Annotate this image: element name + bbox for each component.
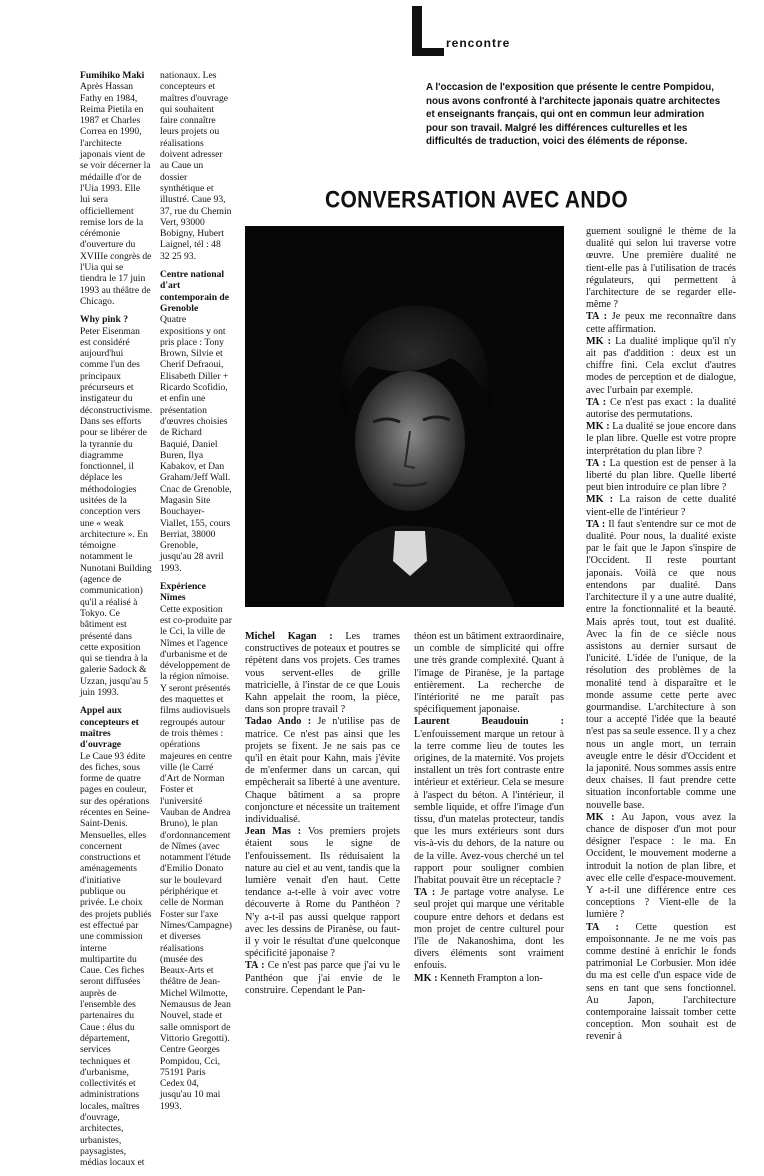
speaker-name: TA : bbox=[245, 960, 265, 972]
intro-text: A l'occasion de l'exposition que présente le centre Pompidou, nous avons confronté à l'architecte japonais quatre architectes et enseignants français, qui ont en commun leur admiration pour son travail. Malgré les différences culturelles et les difficultés de traduction, voici des éléments de réponse. bbox=[426, 82, 721, 148]
portrait-photo bbox=[245, 226, 564, 607]
dialogue-text: Ce n'est pas parce que j'ai vu le Panthéon que j'ai envie de le construire. Cependant le Pan- bbox=[245, 960, 400, 996]
dialogue-paragraph bbox=[414, 887, 564, 972]
article-column-3 bbox=[586, 226, 736, 1044]
dialogue-text: La raison de cette dualité vient-elle de l'intérieur ? bbox=[586, 494, 736, 518]
dialogue-paragraph bbox=[586, 458, 736, 495]
sidebar-block bbox=[160, 70, 232, 262]
speaker-name: MK : bbox=[586, 421, 610, 433]
speaker-name: TA : bbox=[414, 887, 436, 899]
speaker-name: MK : bbox=[586, 811, 615, 823]
sidebar-block-text: nationaux. Les concepteurs et maîtres d'ouvrage qui souhaitent faire connaître leurs projets ou réalisations doivent adresser au Caue un dossier synthétique et illustré. Caue 93, 37, rue du Chemin Vert, 93000 Bobigny, Hubert Laignel, tél : 48 32 25 93. bbox=[160, 70, 232, 262]
dialogue-text: Je n'utilise pas de matrice. Ce n'est pas ainsi que les projets se fixent. Je ne sais pas ce qu'il en était pour Kahn, mais j'évite de m'enfermer dans un carcan, qui empêcherait sa liberté à une aventure. Chaque bâtiment a sa propre conjoncture et nécessite un traitement individualisé. bbox=[245, 716, 400, 826]
dialogue-text: Ce n'est pas exact : la dualité autorise des permutations. bbox=[586, 396, 736, 421]
dialogue-paragraph bbox=[586, 397, 736, 421]
sidebar-block-title: Expérience Nîmes bbox=[160, 581, 206, 604]
sidebar-block-title: Appel aux concepteurs et maîtres d'ouvrage bbox=[80, 705, 139, 751]
dialogue-paragraph bbox=[414, 973, 564, 985]
dialogue-text: La dualité implique qu'il n'y ait pas d'addition : deux est un chiffre fini. Cela exclut d'autres modes de perception et de dialogue, avec l'urbain par exemple. bbox=[586, 335, 736, 396]
sidebar-block bbox=[80, 314, 152, 698]
article-column-2 bbox=[414, 631, 564, 985]
speaker-name: TA : bbox=[586, 311, 607, 323]
portrait-illustration bbox=[245, 226, 564, 607]
speaker-name: Jean Mas : bbox=[245, 826, 302, 838]
dialogue-text: théon est un bâtiment extraordinaire, un comble de simplicité qui offre une très grande complexité. Quant à l'image de Piranèse, je la partage entièrement. La recherche de l'intériorité ne me paraît pas spécifiquement japonaise. bbox=[414, 631, 564, 716]
speaker-name: MK : bbox=[414, 972, 438, 984]
sidebar-block bbox=[80, 70, 152, 307]
sidebar-block-text: Quatre expositions y ont pris place : Tony Brown, Silvie et Cherif Defraoui, Elisabeth Diller + Ricardo Scofidio, et enfin une présentation d'œuvres choisies de Richard Baquié, Daniel Buren, Ilya Kabakov, et Dan Graham/Jeff Wall. Cnac de Grenoble, Magasin Site Bouchayer-Viallet, 155, cours Berriat, 38000 Grenoble, jusqu'au 28 avril 1993. bbox=[160, 314, 232, 574]
sidebar-block-text: Après Hassan Fathy en 1984, Reima Pietila en 1987 et Charles Correa en 1990, l'architecte japonais vient de se voir décerner la médaille d'or de l'Uia 1993. Elle lui sera officiellement remise lors de la cérémonie d'ouverture du XVIIIe congrès de l'Uia qui se tiendra le 17 juin 1993 au théâtre de Chicago. bbox=[80, 81, 152, 307]
dialogue-text: Kenneth Frampton a lon- bbox=[437, 972, 543, 984]
dialogue-paragraph bbox=[245, 826, 400, 960]
dialogue-text: Vos premiers projets étaient sous le signe de l'enfouissement. Ils réduisaient la nature au ciel et au vent, tandis que la lumière venait d'en haut. Cette tendance a-t-elle à voir avec votre découverte à Rome du Panthéon ? N'y a-t-il pas aussi quelque rapport avec les dessins de Piranèse, ou faut-il y voir le résultat d'une quelconque spécificité japonaise ? bbox=[245, 826, 400, 960]
speaker-name: TA : bbox=[586, 921, 619, 933]
dialogue-text: Les trames constructives de poteaux et poutres se répètent dans vos projets. Ces trames vous servent-elles de grille matricielle, à l'instar de ce que Louis Kahn appelait the room, la pièce, dans son propre travail ? bbox=[245, 631, 400, 716]
sidebar-block-title: Centre national d'art contemporain de Grenoble bbox=[160, 269, 230, 314]
dialogue-text: guement souligné le thème de la dualité qui selon lui traverse votre œuvre. Une première dualité ne tient-elle pas à l'utilisation de tracés régulateurs, qui permettent à l'architecture de se regarder elle-même ? bbox=[586, 226, 736, 311]
dialogue-text: Je peux me reconnaître dans cette affirmation. bbox=[586, 311, 736, 335]
sidebar-column-2 bbox=[160, 70, 232, 1119]
dialogue-paragraph bbox=[586, 421, 736, 458]
dialogue-paragraph bbox=[245, 960, 400, 997]
dialogue-paragraph bbox=[586, 812, 736, 922]
sidebar-block-title: Why pink ? bbox=[80, 314, 128, 326]
speaker-name: TA : bbox=[586, 396, 607, 408]
sidebar-block-text: Cette exposition est co-produite par le Cci, la ville de Nîmes et l'agence d'urbanisme et de développement de la région nîmoise. Y seront présentés des maquettes et films audiovisuels regroupés autour de trois thèmes : opérations majeures en centre ville (le Carré d'Art de Norman Foster et l'université Vauban de Andrea Bruno), le plan d'ordonnancement de Nîmes (avec notamment l'étude d'Emilio Donato sur le boulevard périphérique et celle de Norman Foster sur l'axe Nîmes/Campagne) et diverses réalisations (musée des Beaux-Arts et théâtre de Jean-Michel Wilmotte, Nemausus de Jean Nouvel, stade et salle omnisport de Vittorio Gregotti). Centre Georges Pompidou, Cci, 75191 Paris Cedex 04, jusqu'au 10 mai 1993. bbox=[160, 603, 232, 1112]
dialogue-paragraph bbox=[586, 922, 736, 1044]
speaker-name: Tadao Ando : bbox=[245, 716, 312, 728]
speaker-name: MK : bbox=[586, 335, 612, 347]
dialogue-text: La dualité se joue encore dans le plan libre. Quelle est votre propre interprétation du plan libre ? bbox=[586, 421, 737, 457]
dialogue-paragraph bbox=[586, 226, 736, 311]
article-column-1 bbox=[245, 631, 400, 997]
dialogue-text: L'enfouissement marque un retour à la terre comme lieu de toutes les origines, de la maternité. Vos projets installent un très fort contraste entre intérieur et extérieur. Cela se mesure à l'aspect du béton. A l'intérieur, il semble liquide, et offre l'image d'un tissu, d'un matelas protecteur, tandis que les murs extérieurs sont durs vis-à-vis du dehors, de la nature ou de la ville. Avez-vous cherché un tel rapport pour souligner combien l'habitat pouvait être un réceptacle ? bbox=[414, 728, 564, 887]
sidebar-block-text: Peter Eisenman est considéré aujourd'hui comme l'un des principaux précurseurs et instigateur du déconstructivisme. Dans ses efforts pour se libérer de la tyrannie du diagramme fonctionnel, il déplace les méthodologies usitées de la conception vers une « weak architecture ». En témoigne notamment le Nunotani Building (agence de communication) qu'il a réalisé à Tokyo. Ce bâtiment est présenté dans cette exposition qui se tiendra à la galerie Sadock & Uzzan, jusqu'au 5 juin 1993. bbox=[80, 325, 153, 699]
dialogue-text: Je partage votre analyse. Le seul projet qui marque une véritable coupure entre dehors et dedans est mon projet de centre culturel pour l'île de Nakanoshima, dont les divers éléments sont vraiment enfouis. bbox=[414, 887, 565, 972]
sidebar-block-text: Le Caue 93 édite des fiches, sous forme de quatre pages en couleur, sur des opérations récentes en Seine-Saint-Denis. Mensuelles, elles concernent constructions et aménagements d'initiative publique ou privée. Le choix des projets publiés est effectué par une commission interne multipartite du Caue. Ces fiches seront diffusées auprès de l'ensemble des partenaires du Caue : élus du département, services techniques et d'urbanisme, collectivités et administrations locales, maîtres d'ouvrage, architectes, urbanistes, paysagistes, médias locaux et bbox=[80, 750, 152, 1169]
sidebar-block-title: Fumihiko Maki bbox=[80, 70, 145, 81]
section-marker-l bbox=[412, 6, 444, 56]
dialogue-paragraph bbox=[245, 631, 400, 716]
dialogue-text: Au Japon, vous avez la chance de disposer d'un mot pour désigner l'espace : le ma. En Occident, le mouvement moderne a introduit la notion de plan libre, et avec elle celle d'espace-mouvement. Y a-t-il une différence entre ces conceptions ? Vient-elle de la lumière ? bbox=[586, 811, 736, 921]
dialogue-paragraph bbox=[586, 311, 736, 335]
sidebar-block bbox=[80, 705, 152, 1168]
dialogue-text: La question est de penser à la liberté du plan libre. Quelle liberté peut bien introduire ce plan libre ? bbox=[586, 457, 736, 494]
speaker-name: Michel Kagan : bbox=[245, 631, 333, 642]
dialogue-paragraph bbox=[586, 336, 736, 397]
dialogue-paragraph bbox=[245, 716, 400, 826]
speaker-name: Laurent Beaudouin : bbox=[414, 716, 564, 728]
dialogue-paragraph bbox=[586, 519, 736, 812]
dialogue-text: Cette question est empoisonnante. Je ne me vois pas comme destiné à enrichir le fonds patrimonial Le Corbusier. Mon idée du ma est celle d'un espace vide de sens en tant que sens fonctionnel. Au Japon, l'architecture contemporaine laissait tomber cette conception. Mon souhait est de revenir à bbox=[586, 921, 736, 1043]
speaker-name: TA : bbox=[586, 457, 606, 469]
section-label: rencontre bbox=[446, 36, 511, 50]
speaker-name: TA : bbox=[586, 518, 606, 530]
dialogue-paragraph bbox=[414, 631, 564, 716]
dialogue-paragraph bbox=[414, 716, 564, 887]
sidebar-block bbox=[160, 581, 232, 1112]
dialogue-paragraph bbox=[586, 494, 736, 518]
sidebar-column-1 bbox=[80, 70, 152, 1176]
speaker-name: MK : bbox=[586, 494, 614, 506]
sidebar-block bbox=[160, 269, 232, 574]
dialogue-text: Il faut s'entendre sur ce mot de dualité. Pour nous, la dualité existe par le fait que le Japon s'inspire de l'Occident. Il reste pourtant japonais. Voilà ce que nous entendons par dualité. Dans l'architecture il y a une autre dualité, entre la fonctionnalité et la beauté. Mais après tout, tout est dualité. Avec la fin de ce siècle nous assistons au dernier sursaut de l'unicité. L'idée de l'unique, de la résolution des problèmes de la monalité tend à disparaître et le monde assume cette perte avec gourmandise. L'architecture à son tour a accepté l'idée que la beauté n'est pas sa seule essence. Il y a chez nous un angle mort, un terrain aveugle entre le désir d'Occident et la japonité. Nous sommes assis entre deux chaises. Il faut prendre cette situation inconfortable comme une nouvelle base. bbox=[586, 518, 736, 811]
headline: CONVERSATION AVEC ANDO bbox=[325, 187, 628, 214]
